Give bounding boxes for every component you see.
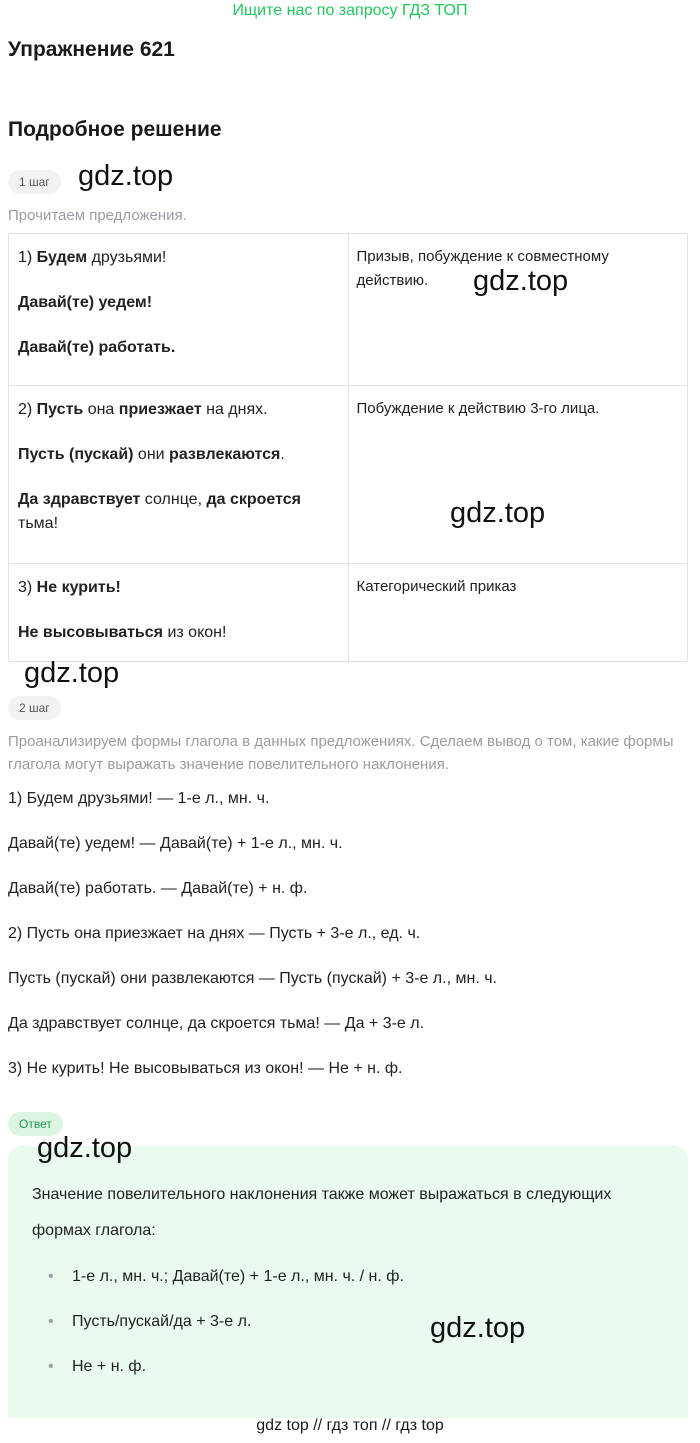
highlighted-verb: развлекаются: [169, 446, 281, 463]
sentences-cell: [9, 564, 349, 662]
highlighted-verb: Не высовываться: [18, 624, 163, 641]
sentences-cell: [9, 234, 349, 386]
answer-intro: Значение повелительного наклонения также может выражаться в следующих формах глагола:: [32, 1186, 612, 1239]
sentence-line: [18, 576, 340, 600]
highlighted-verb: Не курить!: [36, 579, 121, 596]
sentence-line: [18, 621, 340, 645]
sentence-line: [18, 291, 340, 315]
sentence-text: из окон!: [163, 624, 227, 641]
bullet-icon: •: [48, 1358, 54, 1375]
step-2-badge: 2 шаг: [8, 696, 61, 720]
list-item: [48, 1265, 404, 1310]
watermark: gdz.top: [24, 657, 120, 689]
step-1-intro: Прочитаем предложения.: [8, 207, 187, 224]
answer-badge: Ответ: [8, 1112, 63, 1136]
sentence-text: они: [133, 446, 170, 463]
watermark: gdz.top: [78, 160, 174, 192]
sentence-text: .: [280, 446, 285, 463]
meaning-cell: Призыв, побуждение к совместному действию.: [348, 234, 688, 386]
analysis-list: [8, 787, 688, 1102]
meaning-cell: Побуждение к действию 3-го лица.: [348, 386, 688, 564]
analysis-line: Давай(те) работать. — Давай(те) + н. ф.: [8, 880, 308, 897]
highlighted-verb: Будем: [36, 249, 88, 266]
list-item: [48, 1355, 404, 1400]
bullet-icon: •: [48, 1268, 54, 1285]
sentence-text: 3): [18, 579, 37, 596]
sentence-text: на днях.: [201, 401, 268, 418]
watermark: gdz.top: [473, 265, 569, 297]
highlighted-verb: Давай(те) уедем!: [18, 294, 153, 311]
section-title: Подробное решение: [8, 118, 222, 141]
highlighted-verb: Пусть: [36, 401, 84, 418]
highlighted-verb: да скроется: [206, 491, 301, 508]
exercise-title: Упражнение 621: [8, 38, 175, 61]
step-1-badge: 1 шаг: [8, 170, 61, 194]
analysis-line: 2) Пусть она приезжает на днях — Пусть + 3-е л., ед. ч.: [8, 925, 421, 942]
footer-links: gdz top // гдз топ // гдз top: [256, 1417, 444, 1434]
analysis-line: Да здравствует солнце, да скроется тьма! — Да + 3-е л.: [8, 1015, 425, 1032]
watermark: gdz.top: [450, 497, 546, 529]
analysis-line: Давай(те) уедем! — Давай(те) + 1-е л., мн. ч.: [8, 835, 343, 852]
highlighted-verb: Да здравствует: [18, 491, 141, 508]
list-item: [48, 1310, 404, 1355]
sentences-cell: [9, 386, 349, 564]
watermark: gdz.top: [37, 1132, 133, 1164]
table-row: [9, 386, 688, 564]
list-item-text: 1-е л., мн. ч.; Давай(те) + 1-е л., мн. ч. / н. ф.: [72, 1268, 404, 1285]
highlighted-verb: Пусть (пускай): [18, 446, 134, 463]
highlighted-verb: приезжает: [118, 401, 202, 418]
meaning-cell: Категорический приказ: [348, 564, 688, 662]
sentence-line: [18, 488, 340, 536]
sentence-text: друзьями!: [87, 249, 167, 266]
list-item-text: Не + н. ф.: [72, 1358, 147, 1375]
sentence-line: [18, 246, 340, 270]
step-2-intro: Проанализируем формы глагола в данных предложениях. Сделаем вывод о том, какие формы глагола могут выражать значение повелительного наклонения.: [8, 733, 674, 773]
analysis-line: 3) Не курить! Не высовываться из окон! — Не + н. ф.: [8, 1060, 403, 1077]
answer-list: [48, 1265, 404, 1400]
watermark: gdz.top: [430, 1312, 526, 1344]
highlighted-verb: Давай(те) работать.: [18, 339, 176, 356]
table-row: [9, 564, 688, 662]
bullet-icon: •: [48, 1313, 54, 1330]
sentence-text: 2): [18, 401, 37, 418]
table-row: [9, 234, 688, 386]
sentence-text: тьма!: [18, 515, 59, 532]
sentence-text: солнце,: [140, 491, 207, 508]
sentence-line: [18, 336, 340, 360]
list-item-text: Пусть/пускай/да + 3-е л.: [72, 1313, 252, 1330]
search-banner: Ищите нас по запросу ГДЗ ТОП: [232, 2, 468, 19]
sentence-line: [18, 443, 340, 467]
analysis-line: Пусть (пускай) они развлекаются — Пусть (пускай) + 3-е л., мн. ч.: [8, 970, 497, 987]
sentence-text: 1): [18, 249, 37, 266]
sentence-line: [18, 398, 340, 422]
analysis-line: 1) Будем друзьями! — 1-е л., мн. ч.: [8, 790, 270, 807]
sentence-text: она: [83, 401, 119, 418]
sentences-table: [8, 233, 688, 662]
